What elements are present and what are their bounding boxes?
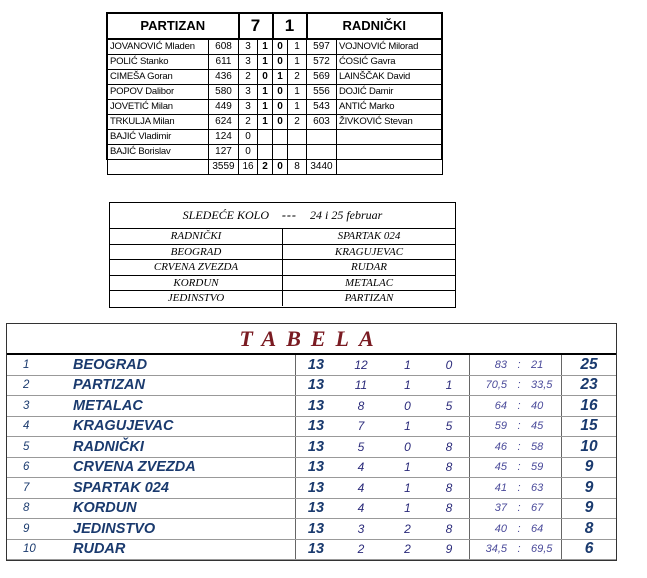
fixture-home-team: RADNIČKI — [110, 229, 283, 244]
away-player-point: 0 — [273, 115, 288, 130]
standings-points-for: 64 — [470, 396, 508, 417]
home-player-sets: 3 — [239, 85, 258, 100]
fixture-away-team: RUDAR — [283, 260, 456, 276]
standings-team-name: BEOGRAD — [73, 355, 296, 375]
fixture-row — [110, 244, 455, 260]
home-total-score: 3559 — [209, 160, 239, 175]
away-player-point: 0 — [273, 55, 288, 70]
standings-team-name: JEDINSTVO — [73, 519, 296, 540]
home-player-score: 580 — [209, 85, 239, 100]
standings-row — [7, 375, 616, 396]
fixture-home-team: KORDUN — [110, 275, 283, 291]
away-player-sets: 1 — [288, 55, 307, 70]
next-round-fixtures — [110, 229, 455, 306]
standings-points: 9 — [562, 457, 617, 478]
away-player-sets: 1 — [288, 100, 307, 115]
totals-spacer-right — [337, 160, 443, 175]
standings-wins: 2 — [336, 539, 386, 560]
standings-position: 6 — [7, 457, 73, 478]
standings-position: 4 — [7, 416, 73, 437]
home-player-score: 436 — [209, 70, 239, 85]
away-player-point: 0 — [273, 100, 288, 115]
match-player-row — [107, 130, 442, 145]
standings-played: 13 — [296, 396, 337, 417]
standings-team-name: KORDUN — [73, 498, 296, 519]
standings-points-against: 59 — [531, 457, 562, 478]
next-round-date: 24 i 25 februar — [310, 208, 383, 222]
standings-row — [7, 437, 616, 458]
standings-points-against: 40 — [531, 396, 562, 417]
standings-draws: 1 — [386, 498, 429, 519]
standings-separator: : — [507, 437, 531, 458]
standings-losses: 5 — [429, 396, 470, 417]
standings-points-for: 40 — [470, 519, 508, 540]
home-total-points: 2 — [258, 160, 273, 175]
fixture-away-team: PARTIZAN — [344, 292, 394, 305]
fixture-home-team: CRVENA ZVEZDA — [110, 260, 283, 276]
next-round-label: SLEDEĆE KOLO — [182, 208, 269, 222]
standings-separator: : — [507, 355, 531, 375]
match-player-row — [107, 85, 442, 100]
standings-points: 8 — [562, 519, 617, 540]
next-round-dash: --- — [282, 208, 297, 222]
home-player-name: BAJIĆ Vladimir — [107, 130, 209, 145]
standings-wins: 4 — [336, 457, 386, 478]
standings-row — [7, 416, 616, 437]
standings-position: 2 — [7, 375, 73, 396]
home-player-name: TRKULJA Milan — [107, 115, 209, 130]
away-player-name: ĆOSIĆ Gavra — [337, 55, 443, 70]
standings-draws: 2 — [386, 539, 429, 560]
standings-points: 10 — [562, 437, 617, 458]
standings-separator: : — [507, 498, 531, 519]
standings-separator: : — [507, 396, 531, 417]
match-player-row — [107, 70, 442, 85]
home-player-score: 608 — [209, 39, 239, 55]
standings-points-against: 64 — [531, 519, 562, 540]
away-player-name: VOJNOVIĆ Milorad — [337, 39, 443, 55]
standings-separator: : — [507, 539, 531, 560]
home-player-score: 124 — [209, 130, 239, 145]
away-player-name: LAINŠČAK David — [337, 70, 443, 85]
standings-points: 16 — [562, 396, 617, 417]
home-player-sets: 3 — [239, 100, 258, 115]
home-player-score: 449 — [209, 100, 239, 115]
standings-played: 13 — [296, 457, 337, 478]
home-player-name: CIMEŠA Goran — [107, 70, 209, 85]
standings-team-name: CRVENA ZVEZDA — [73, 457, 296, 478]
away-player-point: 1 — [273, 70, 288, 85]
away-player-sets: 2 — [288, 70, 307, 85]
standings-table — [6, 323, 617, 561]
standings-position: 8 — [7, 498, 73, 519]
next-round-title — [110, 203, 455, 229]
home-player-sets: 2 — [239, 70, 258, 85]
fixture-home-team: BEOGRAD — [110, 244, 283, 260]
standings-position: 9 — [7, 519, 73, 540]
standings-row — [7, 539, 616, 560]
standings-heading: TABELA — [7, 324, 616, 355]
home-player-score: 127 — [209, 145, 239, 160]
standings-team-name: PARTIZAN — [73, 375, 296, 396]
home-player-point: 1 — [258, 55, 273, 70]
standings-separator: : — [507, 416, 531, 437]
standings-wins: 8 — [336, 396, 386, 417]
standings-losses: 5 — [429, 416, 470, 437]
home-player-sets: 2 — [239, 115, 258, 130]
standings-grid — [7, 355, 616, 560]
standings-position: 7 — [7, 478, 73, 499]
standings-points-for: 70,5 — [470, 375, 508, 396]
away-player-name — [337, 145, 443, 160]
standings-team-name: KRAGUJEVAC — [73, 416, 296, 437]
home-player-point: 0 — [258, 70, 273, 85]
away-player-name: DOJIĆ Damir — [337, 85, 443, 100]
standings-losses: 8 — [429, 519, 470, 540]
standings-wins: 4 — [336, 498, 386, 519]
away-player-sets — [288, 145, 307, 160]
standings-row — [7, 355, 616, 375]
fixture-row — [110, 229, 455, 244]
home-player-point: 1 — [258, 115, 273, 130]
home-player-score: 611 — [209, 55, 239, 70]
standings-team-name: RADNIČKI — [73, 437, 296, 458]
standings-played: 13 — [296, 437, 337, 458]
standings-played: 13 — [296, 498, 337, 519]
standings-losses: 8 — [429, 457, 470, 478]
away-player-score: 569 — [307, 70, 337, 85]
home-total-sets: 16 — [239, 160, 258, 175]
standings-separator: : — [507, 375, 531, 396]
home-team-name: PARTIZAN — [107, 13, 239, 39]
fixture-row — [110, 260, 455, 276]
away-player-sets — [288, 130, 307, 145]
home-player-score: 624 — [209, 115, 239, 130]
standings-row — [7, 478, 616, 499]
standings-row — [7, 498, 616, 519]
standings-points-for: 59 — [470, 416, 508, 437]
standings-wins: 12 — [336, 355, 386, 375]
standings-draws: 1 — [386, 478, 429, 499]
standings-points: 6 — [562, 539, 617, 560]
standings-losses: 8 — [429, 498, 470, 519]
standings-team-name: METALAC — [73, 396, 296, 417]
away-player-score: 603 — [307, 115, 337, 130]
match-player-row — [107, 145, 442, 160]
standings-position: 3 — [7, 396, 73, 417]
home-team-score: 7 — [239, 13, 273, 39]
standings-draws: 1 — [386, 375, 429, 396]
away-player-score: 572 — [307, 55, 337, 70]
standings-losses: 8 — [429, 478, 470, 499]
next-round-box — [109, 202, 456, 308]
standings-points: 23 — [562, 375, 617, 396]
home-player-point — [258, 145, 273, 160]
standings-draws: 0 — [386, 437, 429, 458]
home-player-sets: 0 — [239, 145, 258, 160]
totals-spacer-left — [107, 160, 209, 175]
match-player-row — [107, 39, 442, 55]
standings-points-against: 33,5 — [531, 375, 562, 396]
standings-points-against: 63 — [531, 478, 562, 499]
standings-points-for: 37 — [470, 498, 508, 519]
standings-wins: 4 — [336, 478, 386, 499]
standings-points-for: 46 — [470, 437, 508, 458]
standings-losses: 0 — [429, 355, 470, 375]
standings-wins: 7 — [336, 416, 386, 437]
home-player-point: 1 — [258, 39, 273, 55]
away-player-score — [307, 130, 337, 145]
fixture-row — [110, 275, 455, 291]
standings-wins: 3 — [336, 519, 386, 540]
home-player-name: POLIĆ Stanko — [107, 55, 209, 70]
standings-draws: 1 — [386, 457, 429, 478]
standings-points-for: 45 — [470, 457, 508, 478]
away-player-name: ŽIVKOVIĆ Stevan — [337, 115, 443, 130]
standings-position: 10 — [7, 539, 73, 560]
fixture-away-team: KRAGUJEVAC — [283, 244, 456, 260]
standings-played: 13 — [296, 416, 337, 437]
home-player-name: POPOV Dalibor — [107, 85, 209, 100]
fixture-away-team: SPARTAK 024 — [283, 229, 456, 244]
away-player-point: 0 — [273, 85, 288, 100]
away-player-score: 597 — [307, 39, 337, 55]
away-player-point: 0 — [273, 39, 288, 55]
away-player-score: 556 — [307, 85, 337, 100]
home-player-sets: 0 — [239, 130, 258, 145]
standings-position: 5 — [7, 437, 73, 458]
standings-separator: : — [507, 478, 531, 499]
home-player-sets: 3 — [239, 39, 258, 55]
away-player-sets: 1 — [288, 39, 307, 55]
away-player-score: 543 — [307, 100, 337, 115]
standings-points-against: 45 — [531, 416, 562, 437]
standings-row — [7, 457, 616, 478]
away-player-name — [337, 130, 443, 145]
standings-losses: 8 — [429, 437, 470, 458]
standings-played: 13 — [296, 478, 337, 499]
fixture-home-team: JEDINSTVO — [110, 291, 283, 306]
standings-points-against: 58 — [531, 437, 562, 458]
fixture-row — [110, 291, 455, 306]
standings-points: 9 — [562, 478, 617, 499]
away-player-name: ANTIĆ Marko — [337, 100, 443, 115]
standings-draws: 1 — [386, 355, 429, 375]
away-player-sets: 2 — [288, 115, 307, 130]
standings-wins: 5 — [336, 437, 386, 458]
standings-row — [7, 396, 616, 417]
standings-separator: : — [507, 519, 531, 540]
standings-points: 25 — [562, 355, 617, 375]
standings-played: 13 — [296, 539, 337, 560]
standings-separator: : — [507, 457, 531, 478]
home-player-name: JOVETIĆ Milan — [107, 100, 209, 115]
home-player-name: JOVANOVIĆ Mladen — [107, 39, 209, 55]
match-header-row — [107, 13, 442, 39]
standings-points: 9 — [562, 498, 617, 519]
standings-points-for: 34,5 — [470, 539, 508, 560]
away-team-score: 1 — [273, 13, 307, 39]
standings-points-against: 67 — [531, 498, 562, 519]
standings-team-name: RUDAR — [73, 539, 296, 560]
standings-points-against: 69,5 — [531, 539, 562, 560]
away-total-score: 3440 — [307, 160, 337, 175]
away-team-name: RADNIČKI — [307, 13, 443, 39]
standings-position: 1 — [7, 355, 73, 375]
match-player-row — [107, 100, 442, 115]
standings-points-for: 41 — [470, 478, 508, 499]
standings-played: 13 — [296, 375, 337, 396]
match-player-row — [107, 115, 442, 130]
match-player-row — [107, 55, 442, 70]
away-total-sets: 8 — [288, 160, 307, 175]
standings-wins: 11 — [336, 375, 386, 396]
match-result-table — [106, 12, 443, 175]
standings-draws: 1 — [386, 416, 429, 437]
home-player-sets: 3 — [239, 55, 258, 70]
standings-losses: 9 — [429, 539, 470, 560]
home-player-point: 1 — [258, 100, 273, 115]
standings-draws: 2 — [386, 519, 429, 540]
standings-played: 13 — [296, 355, 337, 375]
standings-draws: 0 — [386, 396, 429, 417]
away-player-score — [307, 145, 337, 160]
away-player-sets: 1 — [288, 85, 307, 100]
standings-played: 13 — [296, 519, 337, 540]
standings-losses: 1 — [429, 375, 470, 396]
standings-team-name: SPARTAK 024 — [73, 478, 296, 499]
fixture-away-team: METALAC — [283, 275, 456, 291]
standings-points: 15 — [562, 416, 617, 437]
home-player-point: 1 — [258, 85, 273, 100]
away-player-point — [273, 130, 288, 145]
home-player-point — [258, 130, 273, 145]
away-total-points: 0 — [273, 160, 288, 175]
standings-row — [7, 519, 616, 540]
standings-points-against: 21 — [531, 355, 562, 375]
away-player-point — [273, 145, 288, 160]
standings-points-for: 83 — [470, 355, 508, 375]
home-player-name: BAJIĆ Borislav — [107, 145, 209, 160]
match-totals-row — [107, 160, 442, 175]
